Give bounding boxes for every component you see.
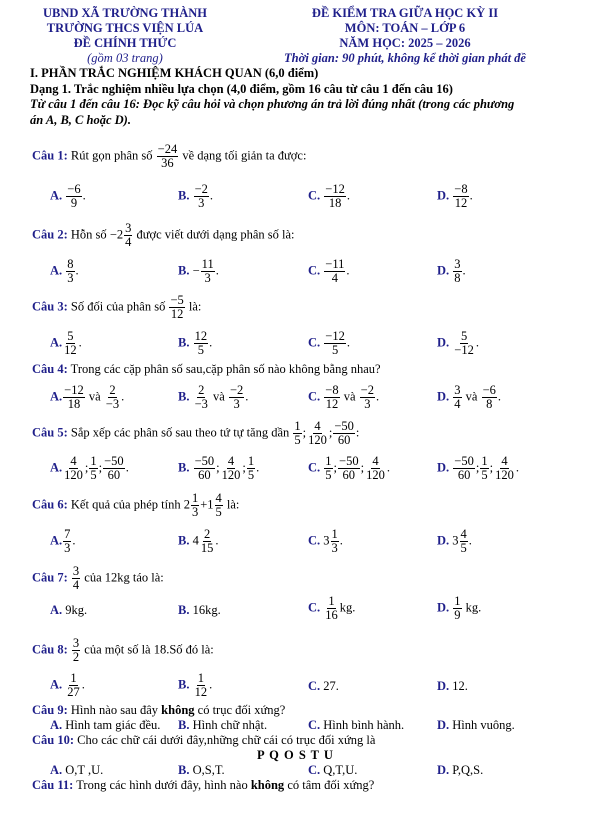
time-limit: Thời gian: 90 phút, không kể thời gian phát đề: [284, 51, 526, 65]
q3-option-c[interactable]: C. $\frac{-12}{5}$ .: [308, 329, 350, 358]
page-count: (gồm 03 trang): [87, 51, 163, 65]
instruction-line-2: án A, B, C hoặc D).: [30, 113, 131, 127]
question-7: Câu 7: $\frac{3}{4}$ của 12kg táo là:: [32, 564, 164, 593]
instruction-line-1: Từ câu 1 đến câu 16: Đọc kỹ câu hỏi và chọn phương án trả lời đúng nhất (trong các phương: [30, 97, 515, 111]
q8-option-a[interactable]: A. $\frac{1}{27}$ .: [50, 671, 85, 700]
q4-option-c[interactable]: C. $\frac{-8}{12}$ và $\frac{-2}{3}$ .: [308, 383, 380, 412]
q3-option-b[interactable]: B. $\frac{12}{5}$ .: [178, 329, 213, 358]
q9-option-b[interactable]: B. Hình chữ nhật.: [178, 718, 268, 732]
q8-option-b[interactable]: B. $\frac{1}{12}$ .: [178, 671, 213, 700]
question-1: Câu 1: Rút gọn phân số $\frac{-24}{36}$ về dạng tối giản ta được:: [32, 142, 307, 171]
q6-option-d[interactable]: D. 3 $\frac{4}{5}$ .: [437, 527, 472, 556]
school-district: UBND XÃ TRƯỜNG THÀNH: [42, 6, 208, 20]
q7-option-d[interactable]: D. $\frac{1}{9}$ kg.: [437, 594, 482, 623]
q10-letters: P Q O S T U: [257, 748, 334, 762]
q5-option-b[interactable]: B. $\frac{-50}{60}$ ; $\frac{4}{120}$ ; $\frac{1}{5}$ .: [178, 454, 260, 483]
q5-option-d[interactable]: D. $\frac{-50}{60}$ ; $\frac{1}{5}$ ; $\frac{4}{120}$ .: [437, 454, 519, 483]
q10-option-d[interactable]: D. P,Q,S.: [437, 763, 484, 777]
q4-option-b[interactable]: B. $\frac{2}{-3}$ và $\frac{-2}{3}$ .: [178, 383, 249, 412]
question-5: Câu 5: Sắp xếp các phân số sau theo tứ tự tăng dần $\frac{1}{5}$ ; $\frac{4}{120}$ ; $\frac{-50}{60}$ :: [32, 419, 360, 448]
q9-option-c[interactable]: C. Hình bình hành.: [308, 718, 405, 732]
q6-option-c[interactable]: C. 3 $\frac{1}{3}$ .: [308, 527, 343, 556]
q7-option-a[interactable]: A. 9kg.: [50, 603, 88, 617]
q2-option-c[interactable]: C. $\frac{-11}{4}$ .: [308, 257, 350, 286]
q9-option-a[interactable]: A. Hình tam giác đều.: [50, 718, 161, 732]
q10-option-a[interactable]: A. O,T ,U.: [50, 763, 104, 777]
q8-option-d[interactable]: D. 12.: [437, 679, 468, 693]
question-11: Câu 11: Trong các hình dưới đây, hình nào không có tâm đối xứng?: [32, 778, 375, 792]
q7-option-b[interactable]: B. 16kg.: [178, 603, 221, 617]
q1-option-d[interactable]: D. $\frac{-8}{12}$ .: [437, 182, 473, 211]
question-3: Câu 3: Số đối của phân số $\frac{-5}{12}$ là:: [32, 293, 202, 322]
question-8: Câu 8: $\frac{3}{2}$ của một số là 18.Số đó là:: [32, 636, 214, 665]
q6-option-b[interactable]: B. 4 $\frac{2}{15}$ .: [178, 527, 219, 556]
subject: MÔN: TOÁN – LỚP 6: [344, 21, 466, 35]
section-title: I. PHẦN TRẮC NGHIỆM KHÁCH QUAN (6,0 điểm): [30, 66, 319, 80]
q5-option-a[interactable]: A. $\frac{4}{120}$ ; $\frac{1}{5}$ ; $\frac{-50}{60}$ .: [50, 454, 129, 483]
q8-option-c[interactable]: C. 27.: [308, 679, 339, 693]
q1-option-a[interactable]: A. $\frac{-6}{9}$ .: [50, 182, 86, 211]
q7-option-c[interactable]: C. $\frac{1}{16}$ kg.: [308, 594, 356, 623]
part-title: Dạng 1. Trắc nghiệm nhiều lựa chọn (4,0 điểm, gồm 16 câu từ câu 1 đến câu 16): [30, 82, 453, 96]
q4-option-a[interactable]: A. $\frac{-12}{18}$ và $\frac{2}{-3}$ .: [50, 383, 125, 412]
question-2: Câu 2: Hỗn số −2 $\frac{3}{4}$ được viết dưới dạng phân số là:: [32, 221, 295, 250]
q9-option-d[interactable]: D. Hình vuông.: [437, 718, 515, 732]
official-exam-label: ĐỀ CHÍNH THỨC: [73, 36, 177, 50]
q4-option-d[interactable]: D. $\frac{3}{4}$ và $\frac{-6}{8}$ .: [437, 383, 502, 412]
q2-option-d[interactable]: D. $\frac{3}{8}$ .: [437, 257, 466, 286]
q1-option-c[interactable]: C. $\frac{-12}{18}$ .: [308, 182, 350, 211]
q3-option-a[interactable]: A. $\frac{5}{12}$ .: [50, 329, 82, 358]
school-year: NĂM HỌC: 2025 – 2026: [339, 36, 471, 50]
q10-option-c[interactable]: C. Q,T,U.: [308, 763, 358, 777]
q2-option-a[interactable]: A. $\frac{8}{3}$ .: [50, 257, 79, 286]
school-name: TRƯỜNG THCS VIỆN LÚA: [46, 21, 204, 35]
q2-option-b[interactable]: B. − $\frac{11}{3}$ .: [178, 257, 219, 286]
exam-title: ĐỀ KIỂM TRA GIỮA HỌC KỲ II: [311, 6, 499, 20]
q3-option-d[interactable]: D. $\frac{5}{-12}$ .: [437, 329, 479, 358]
question-4: Câu 4: Trong các cặp phân số sau,cặp phân số nào không bằng nhau?: [32, 362, 381, 376]
q5-option-c[interactable]: C. $\frac{1}{5}$ ; $\frac{-50}{60}$ ; $\frac{4}{120}$ .: [308, 454, 390, 483]
question-6: Câu 6: Kết quả của phép tính 2 $\frac{1}{3}$ +1 $\frac{4}{5}$ là:: [32, 491, 240, 520]
q6-option-a[interactable]: A. $\frac{7}{3}$ .: [50, 527, 76, 556]
question-9: Câu 9: Hình nào sau đây không có trục đối xứng?: [32, 703, 286, 717]
question-10: Câu 10: Cho các chữ cái dưới đây,những chữ cái có trục đối xứng là: [32, 733, 376, 747]
q10-option-b[interactable]: B. O,S,T.: [178, 763, 225, 777]
q1-option-b[interactable]: B. $\frac{-2}{3}$ .: [178, 182, 214, 211]
